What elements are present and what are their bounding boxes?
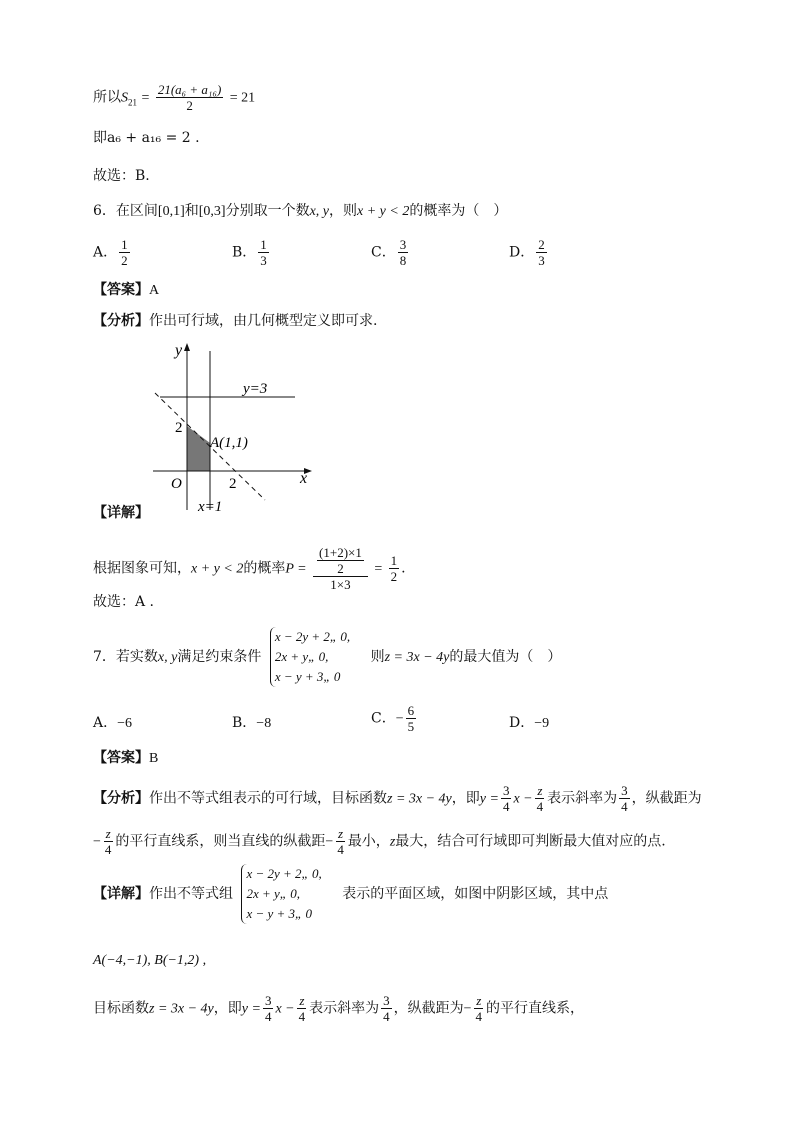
intro-sum-line (93, 82, 255, 113)
slope-fraction (501, 783, 512, 814)
points-a-b: A(−4,−1), B(−1,2) , (93, 953, 207, 968)
x-axis-label: x (300, 470, 308, 487)
analysis-d: ，纵截距为 (631, 790, 702, 807)
option-value: −9 (534, 716, 550, 731)
q6-interval-1: [0,1] (157, 204, 185, 219)
x-tick-2: 2 (229, 476, 237, 492)
origin-label: O (171, 476, 182, 492)
q7-last-line: 目标函数z = 3x − 4y，即y = $\frac{3}{4}$ x − $\frac{z}{4}$ 表示斜率为 $\frac{3}{4}$ ，纵截距为− $\frac{z}{4}$ 的平行直线系， (93, 993, 585, 1024)
q7-detail-constraint-system (241, 864, 321, 924)
q6-big-fraction (313, 545, 368, 592)
shaded-region (187, 426, 210, 471)
answer-tag: 【答案】 (93, 750, 149, 766)
z-fraction (535, 783, 546, 814)
q6-analysis (93, 311, 377, 331)
q7-objective: z = 3x − 4y (384, 650, 450, 665)
option-label: C． (371, 244, 396, 261)
intercept-fraction (103, 826, 114, 857)
constraint-1: x − 2y + 2„ 0, (274, 629, 351, 644)
sum-frac-den: 2 (186, 98, 193, 113)
intercept-fraction-2 (335, 826, 346, 857)
detail-a: 作出不等式组 (149, 886, 233, 902)
intro-line-3: 故选：B. (93, 168, 150, 184)
frac-num: z (338, 826, 344, 841)
analysis-tag: 【分析】 (93, 790, 149, 807)
sum-symbol: S (121, 90, 128, 106)
q6-option-a (93, 237, 132, 268)
option-fraction (258, 237, 269, 268)
option-num: 3 (399, 237, 407, 252)
q6-detail-b: 的概率 (243, 560, 286, 577)
last-b: ，即 (213, 1000, 242, 1017)
intercept-fraction (474, 993, 485, 1024)
q6-answer (93, 280, 159, 301)
constraint-2: 2x + y„ 0, (274, 649, 329, 664)
option-den: 5 (407, 719, 415, 734)
detail-tag: 【详解】 (93, 886, 149, 902)
z-fraction (297, 993, 308, 1024)
option-label: B． (232, 715, 257, 731)
q6-detail-tag (93, 503, 149, 523)
constraint-3: x − y + 3„ 0 (246, 906, 313, 921)
q7-analysis-line-2: − $\frac{z}{4}$ 的平行直线系，则当直线的纵截距− $\frac{z}{4}$ 最小，z最大，结合可行域即可判断最大值对应的点. (93, 826, 666, 857)
result-den: 2 (390, 569, 398, 584)
frac-num: 3 (621, 783, 628, 798)
q7-stem-a: 7．若实数 (93, 649, 158, 665)
slope-fraction-2 (619, 783, 630, 814)
constraint-2: 2x + y„ 0, (246, 886, 300, 901)
frac-den: 4 (104, 842, 112, 857)
frac-num: z (299, 993, 305, 1008)
q6-detail-ineq: x + y < 2 (191, 561, 244, 577)
inner-den: 2 (337, 561, 344, 576)
option-value: −8 (256, 716, 272, 731)
q6-vars: x, y (309, 204, 330, 219)
option-sign: − (395, 711, 404, 727)
answer-value: A (149, 283, 160, 298)
last-c: 表示斜率为 (309, 1000, 380, 1017)
last-objective: z = 3x − 4y (149, 1001, 214, 1017)
analysis-c: 表示斜率为 (547, 790, 618, 807)
frac-den: 4 (475, 1009, 483, 1024)
q7-analysis-line-1 (93, 783, 702, 814)
slope-fraction-2 (381, 993, 392, 1024)
frac-den: 4 (264, 1009, 272, 1024)
analysis-b: ，即 (451, 790, 480, 807)
option-label: D． (509, 244, 535, 261)
q6-conclusion: 故选：A . (93, 594, 155, 610)
q6-feasible-region-figure (140, 335, 330, 515)
answer-value: B (149, 751, 159, 766)
last-e: 的平行直线系， (486, 1000, 585, 1017)
option-label: A． (93, 715, 118, 731)
equals: = (141, 90, 150, 106)
answer-tag: 【答案】 (93, 282, 149, 298)
option-den: 3 (538, 253, 545, 268)
q6-big-frac-num (313, 545, 368, 577)
q6-interval-2: [0,3] (198, 204, 226, 219)
frac-den: 4 (502, 799, 510, 814)
analysis-line2-b: 最小， (347, 833, 390, 850)
y-axis-label: y (175, 342, 183, 359)
inner-num: (1+2)×1 (319, 545, 362, 560)
y-tick-2: 2 (175, 420, 183, 436)
q6-detail (93, 545, 406, 592)
option-den: 2 (121, 253, 128, 268)
option-fraction (398, 237, 409, 268)
q7-stem-c: 则 (370, 649, 385, 665)
analysis-y: y = (479, 791, 499, 807)
q6-stem-c: 分别取一个数 (225, 203, 310, 219)
analysis-a: 作出不等式组表示的可行域，目标函数 (149, 790, 387, 807)
q7-option-c (371, 703, 418, 734)
option-value: −6 (117, 716, 133, 731)
option-num: 2 (538, 237, 545, 252)
q6-stem (93, 201, 507, 222)
analysis-x: x − (513, 791, 533, 807)
slope-fraction (263, 993, 274, 1024)
analysis-objective: z = 3x − 4y (387, 791, 452, 807)
q7-points (93, 950, 206, 971)
point-a-label: A(1,1) (210, 435, 248, 451)
option-label: B． (232, 244, 257, 261)
x1-label: x=1 (198, 499, 223, 515)
frac-num: z (476, 993, 482, 1008)
q6-stem-d: ，则 (329, 203, 358, 219)
constraint-3: x − y + 3„ 0 (274, 669, 341, 684)
sum-subscript: 21 (128, 97, 137, 108)
q7-stem-b: 满足约束条件 (177, 649, 262, 665)
option-label: C． (371, 710, 396, 727)
last-y: y = (241, 1001, 261, 1017)
option-num: 1 (121, 237, 128, 252)
constraint-1: x − 2y + 2„ 0, (246, 866, 322, 881)
intro-prefix: 所以 (93, 89, 121, 106)
frac-den: 4 (383, 1009, 390, 1024)
detail-tag: 【详解】 (93, 505, 149, 521)
q7-constraint-system (270, 627, 350, 687)
option-label: A． (93, 244, 118, 261)
q6-option-c (371, 237, 410, 268)
frac-num: z (105, 826, 111, 841)
q6-detail-a: 根据图象可知， (93, 560, 191, 577)
frac-den: 4 (621, 799, 628, 814)
q6-inner-fraction (317, 545, 364, 576)
result-num: 1 (390, 553, 398, 568)
q7-option-d (509, 712, 549, 732)
analysis-z: z (389, 834, 396, 850)
q6-ineq: x + y < 2 (357, 204, 410, 219)
option-fraction (536, 237, 547, 268)
q6-big-frac-den: 1×3 (330, 577, 351, 592)
sum-result: = 21 (229, 90, 256, 106)
y-axis-arrow (184, 343, 190, 351)
equals: = (374, 561, 383, 577)
sum-frac-num: 21(a₆ + a₁₆) (157, 82, 222, 97)
frac-den: 4 (536, 799, 544, 814)
detail-b: 表示的平面区域，如图中阴影区域，其中点 (342, 886, 609, 902)
q7-option-b (232, 712, 271, 732)
q6-option-b (232, 237, 271, 268)
option-num: 1 (260, 237, 267, 252)
intro-line-2: 即a₆ + a₁₆ = 2 . (93, 130, 200, 146)
q7-stem-d: 的最大值为（ ） (449, 649, 562, 665)
analysis-line2-c: 最大，结合可行域即可判断最大值对应的点. (395, 833, 666, 850)
q6-stem-b: 和 (184, 203, 199, 219)
q6-stem-e: 的概率为（ ） (409, 203, 508, 219)
frac-num: 3 (383, 993, 390, 1008)
last-d: ，纵截距为 (393, 1000, 464, 1017)
q6-stem-a: 6．在区间 (93, 203, 158, 219)
option-den: 8 (399, 253, 407, 268)
analysis-line2-a: 的平行直线系，则当直线的纵截距 (115, 833, 326, 850)
option-den: 3 (260, 253, 267, 268)
frac-num: z (537, 783, 543, 798)
q6-option-d (509, 237, 549, 268)
last-x: x − (275, 1001, 295, 1017)
option-fraction (119, 237, 130, 268)
sum-fraction (156, 82, 224, 113)
q7-stem (93, 627, 561, 688)
option-label: D． (509, 715, 535, 731)
last-a: 目标函数 (93, 1000, 149, 1017)
frac-num: 3 (502, 783, 510, 798)
frac-den: 4 (298, 1009, 306, 1024)
q6-result-fraction (389, 553, 400, 584)
analysis-tag: 【分析】 (93, 313, 149, 329)
q6-prob-symbol: P = (285, 561, 307, 577)
option-fraction (406, 703, 417, 734)
q7-vars: x, y (157, 650, 178, 665)
frac-num: 3 (264, 993, 272, 1008)
frac-den: 4 (337, 842, 344, 857)
q7-answer (93, 748, 158, 769)
period: . (401, 560, 406, 577)
y3-label: y=3 (243, 381, 268, 397)
analysis-text: 作出可行域，由几何概型定义即可求. (149, 313, 378, 329)
q7-detail (93, 864, 608, 924)
option-num: 6 (407, 703, 415, 718)
q7-option-a (93, 712, 132, 732)
